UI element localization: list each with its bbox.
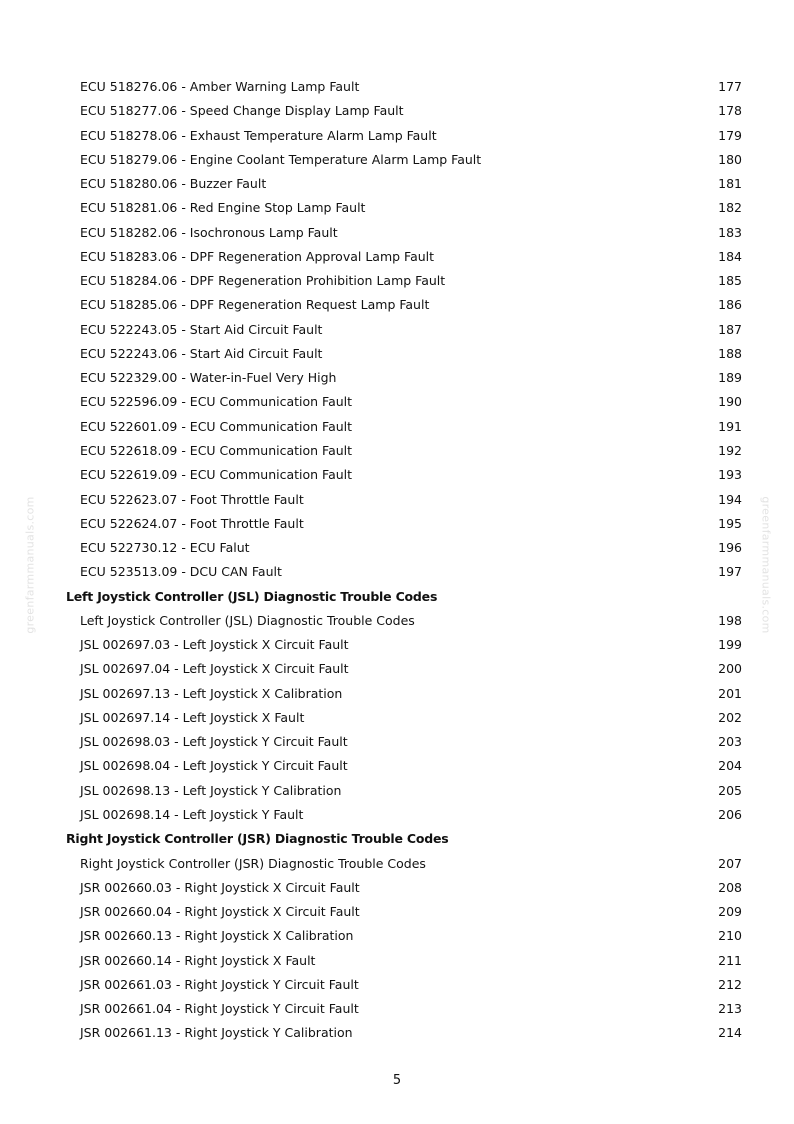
toc-entry[interactable]: [0, 390, 794, 414]
toc-entry-page-number: 189: [718, 370, 742, 386]
toc-entry[interactable]: [0, 439, 794, 463]
toc-entry-title: ECU 518282.06 - Isochronous Lamp Fault: [80, 224, 338, 240]
toc-entry[interactable]: [0, 657, 794, 681]
toc-entry-page-number: 211: [718, 952, 742, 968]
toc-entry[interactable]: [0, 488, 794, 512]
toc-entry-title: ECU 518278.06 - Exhaust Temperature Alarm Lamp Fault: [80, 127, 437, 143]
toc-entry[interactable]: [0, 221, 794, 245]
toc-entry-title: ECU 522243.06 - Start Aid Circuit Fault: [80, 345, 323, 361]
toc-entry[interactable]: [0, 172, 794, 196]
toc-entry-page-number: 199: [718, 637, 742, 653]
toc-entry-title: ECU 523513.09 - DCU CAN Fault: [80, 564, 282, 580]
toc-entry-page-number: 196: [718, 540, 742, 556]
toc-entry[interactable]: [0, 997, 794, 1021]
toc-entry-title: ECU 518284.06 - DPF Regeneration Prohibition Lamp Fault: [80, 273, 446, 289]
toc-section-heading[interactable]: [0, 827, 794, 851]
toc-entry-page-number: 177: [718, 79, 742, 94]
toc-entry-title: JSR 002660.13 - Right Joystick X Calibration: [80, 928, 354, 944]
toc-entry-page-number: 200: [718, 661, 742, 677]
toc-entry-title: JSL 002698.13 - Left Joystick Y Calibration: [80, 782, 342, 798]
toc-entry[interactable]: [0, 245, 794, 269]
toc-entry-title: ECU 522619.09 - ECU Communication Fault: [80, 467, 353, 483]
toc-entry[interactable]: [0, 463, 794, 487]
toc-entry-page-number: 182: [718, 200, 742, 216]
toc-entry-page-number: 205: [718, 782, 742, 798]
toc-entry[interactable]: [0, 706, 794, 730]
toc-entry-title: ECU 518276.06 - Amber Warning Lamp Fault: [80, 79, 360, 94]
toc-entry[interactable]: [0, 779, 794, 803]
toc-entry[interactable]: [0, 900, 794, 924]
toc-entry-title: ECU 522329.00 - Water-in-Fuel Very High: [80, 370, 337, 386]
toc-entry-title: ECU 518277.06 - Speed Change Display Lamp Fault: [80, 103, 404, 119]
toc-entry[interactable]: [0, 949, 794, 973]
toc-entry[interactable]: [0, 293, 794, 317]
toc-entry-page-number: 209: [718, 904, 742, 920]
toc-entry-page-number: 178: [718, 103, 742, 119]
toc-entry-title: JSR 002661.04 - Right Joystick Y Circuit Fault: [80, 1001, 359, 1017]
toc-entry-page-number: 214: [718, 1025, 742, 1041]
toc-entry-page-number: 185: [718, 273, 742, 289]
toc-entry-title: ECU 522243.05 - Start Aid Circuit Fault: [80, 321, 323, 337]
toc-entry-page-number: 191: [718, 418, 742, 434]
table-of-contents: [0, 75, 794, 1046]
toc-entry-title: JSL 002697.03 - Left Joystick X Circuit Fault: [80, 637, 349, 653]
toc-entry[interactable]: [0, 536, 794, 560]
toc-entry[interactable]: [0, 269, 794, 293]
toc-entry-page-number: 181: [718, 176, 742, 192]
toc-entry-title: JSL 002698.04 - Left Joystick Y Circuit Fault: [80, 758, 348, 774]
toc-entry-title: JSR 002661.13 - Right Joystick Y Calibration: [80, 1025, 353, 1041]
toc-entry-page-number: 198: [718, 612, 742, 628]
toc-entry[interactable]: [0, 75, 794, 99]
toc-entry-page-number: 187: [718, 321, 742, 337]
toc-entry-title: JSR 002660.04 - Right Joystick X Circuit Fault: [80, 904, 360, 920]
watermark-right: greenfarmmanuals.com: [759, 496, 773, 634]
toc-entry-title: JSL 002697.04 - Left Joystick X Circuit Fault: [80, 661, 349, 677]
toc-entry-page-number: 190: [718, 394, 742, 410]
toc-entry[interactable]: [0, 973, 794, 997]
toc-entry[interactable]: [0, 609, 794, 633]
toc-entry-title: JSR 002661.03 - Right Joystick Y Circuit Fault: [80, 976, 359, 992]
toc-section-heading[interactable]: [0, 585, 794, 609]
toc-entry[interactable]: [0, 754, 794, 778]
toc-entry-page-number: 180: [718, 151, 742, 167]
toc-entry[interactable]: [0, 342, 794, 366]
toc-entry-page-number: 195: [718, 515, 742, 531]
toc-section-title: Left Joystick Controller (JSL) Diagnostic Trouble Codes: [66, 588, 438, 604]
toc-entry-page-number: 183: [718, 224, 742, 240]
toc-entry-title: JSL 002697.13 - Left Joystick X Calibration: [80, 685, 343, 701]
toc-entry-title: ECU 518279.06 - Engine Coolant Temperature Alarm Lamp Fault: [80, 151, 482, 167]
toc-entry[interactable]: [0, 366, 794, 390]
toc-entry-title: ECU 518283.06 - DPF Regeneration Approval Lamp Fault: [80, 248, 435, 264]
toc-entry[interactable]: [0, 682, 794, 706]
toc-entry-title: ECU 522730.12 - ECU Falut: [80, 540, 250, 556]
toc-entry-page-number: 213: [718, 1001, 742, 1017]
toc-entry-page-number: 186: [718, 297, 742, 313]
toc-entry-page-number: 202: [718, 709, 742, 725]
toc-entry[interactable]: [0, 633, 794, 657]
toc-entry[interactable]: [0, 560, 794, 584]
toc-entry-page-number: 212: [718, 976, 742, 992]
toc-entry-page-number: 201: [718, 685, 742, 701]
toc-entry[interactable]: [0, 803, 794, 827]
toc-entry-title: Right Joystick Controller (JSR) Diagnostic Trouble Codes: [80, 855, 426, 871]
toc-entry[interactable]: [0, 730, 794, 754]
toc-entry[interactable]: [0, 99, 794, 123]
toc-entry-page-number: 197: [718, 564, 742, 580]
toc-entry-title: JSL 002697.14 - Left Joystick X Fault: [80, 709, 305, 725]
toc-entry-page-number: 194: [718, 491, 742, 507]
toc-entry-title: JSL 002698.14 - Left Joystick Y Fault: [80, 806, 304, 822]
watermark-left: greenfarmmanuals.com: [23, 496, 37, 634]
toc-entry-page-number: 208: [718, 879, 742, 895]
toc-entry-title: ECU 522618.09 - ECU Communication Fault: [80, 442, 353, 458]
toc-entry[interactable]: [0, 876, 794, 900]
toc-entry-page-number: 188: [718, 345, 742, 361]
toc-entry-page-number: 203: [718, 734, 742, 750]
toc-entry[interactable]: [0, 148, 794, 172]
toc-entry-page-number: 179: [718, 127, 742, 143]
toc-entry-title: JSR 002660.14 - Right Joystick X Fault: [80, 952, 316, 968]
toc-entry-title: JSL 002698.03 - Left Joystick Y Circuit Fault: [80, 734, 348, 750]
toc-entry-page-number: 210: [718, 928, 742, 944]
toc-entry[interactable]: [0, 124, 794, 148]
toc-entry[interactable]: [0, 415, 794, 439]
toc-section-title: Right Joystick Controller (JSR) Diagnostic Trouble Codes: [66, 831, 449, 847]
toc-entry-title: ECU 522624.07 - Foot Throttle Fault: [80, 515, 304, 531]
toc-entry[interactable]: [0, 1021, 794, 1045]
toc-entry[interactable]: [0, 512, 794, 536]
toc-entry[interactable]: [0, 924, 794, 948]
toc-entry-page-number: 207: [718, 855, 742, 871]
toc-entry-title: ECU 522623.07 - Foot Throttle Fault: [80, 491, 304, 507]
toc-entry-page-number: 192: [718, 442, 742, 458]
toc-entry-page-number: 193: [718, 467, 742, 483]
toc-entry[interactable]: [0, 196, 794, 220]
toc-entry[interactable]: [0, 318, 794, 342]
toc-entry-page-number: 184: [718, 248, 742, 264]
toc-entry-title: ECU 522601.09 - ECU Communication Fault: [80, 418, 353, 434]
toc-entry-title: Left Joystick Controller (JSL) Diagnostic Trouble Codes: [80, 612, 415, 628]
toc-entry-title: ECU 518281.06 - Red Engine Stop Lamp Fault: [80, 200, 366, 216]
page-number: 5: [392, 1073, 402, 1088]
toc-entry-title: ECU 518280.06 - Buzzer Fault: [80, 176, 267, 192]
toc-entry[interactable]: [0, 852, 794, 876]
toc-entry-title: JSR 002660.03 - Right Joystick X Circuit Fault: [80, 879, 360, 895]
toc-entry-title: ECU 522596.09 - ECU Communication Fault: [80, 394, 353, 410]
toc-entry-page-number: 206: [718, 806, 742, 822]
toc-entry-page-number: 204: [718, 758, 742, 774]
toc-entry-title: ECU 518285.06 - DPF Regeneration Request Lamp Fault: [80, 297, 430, 313]
